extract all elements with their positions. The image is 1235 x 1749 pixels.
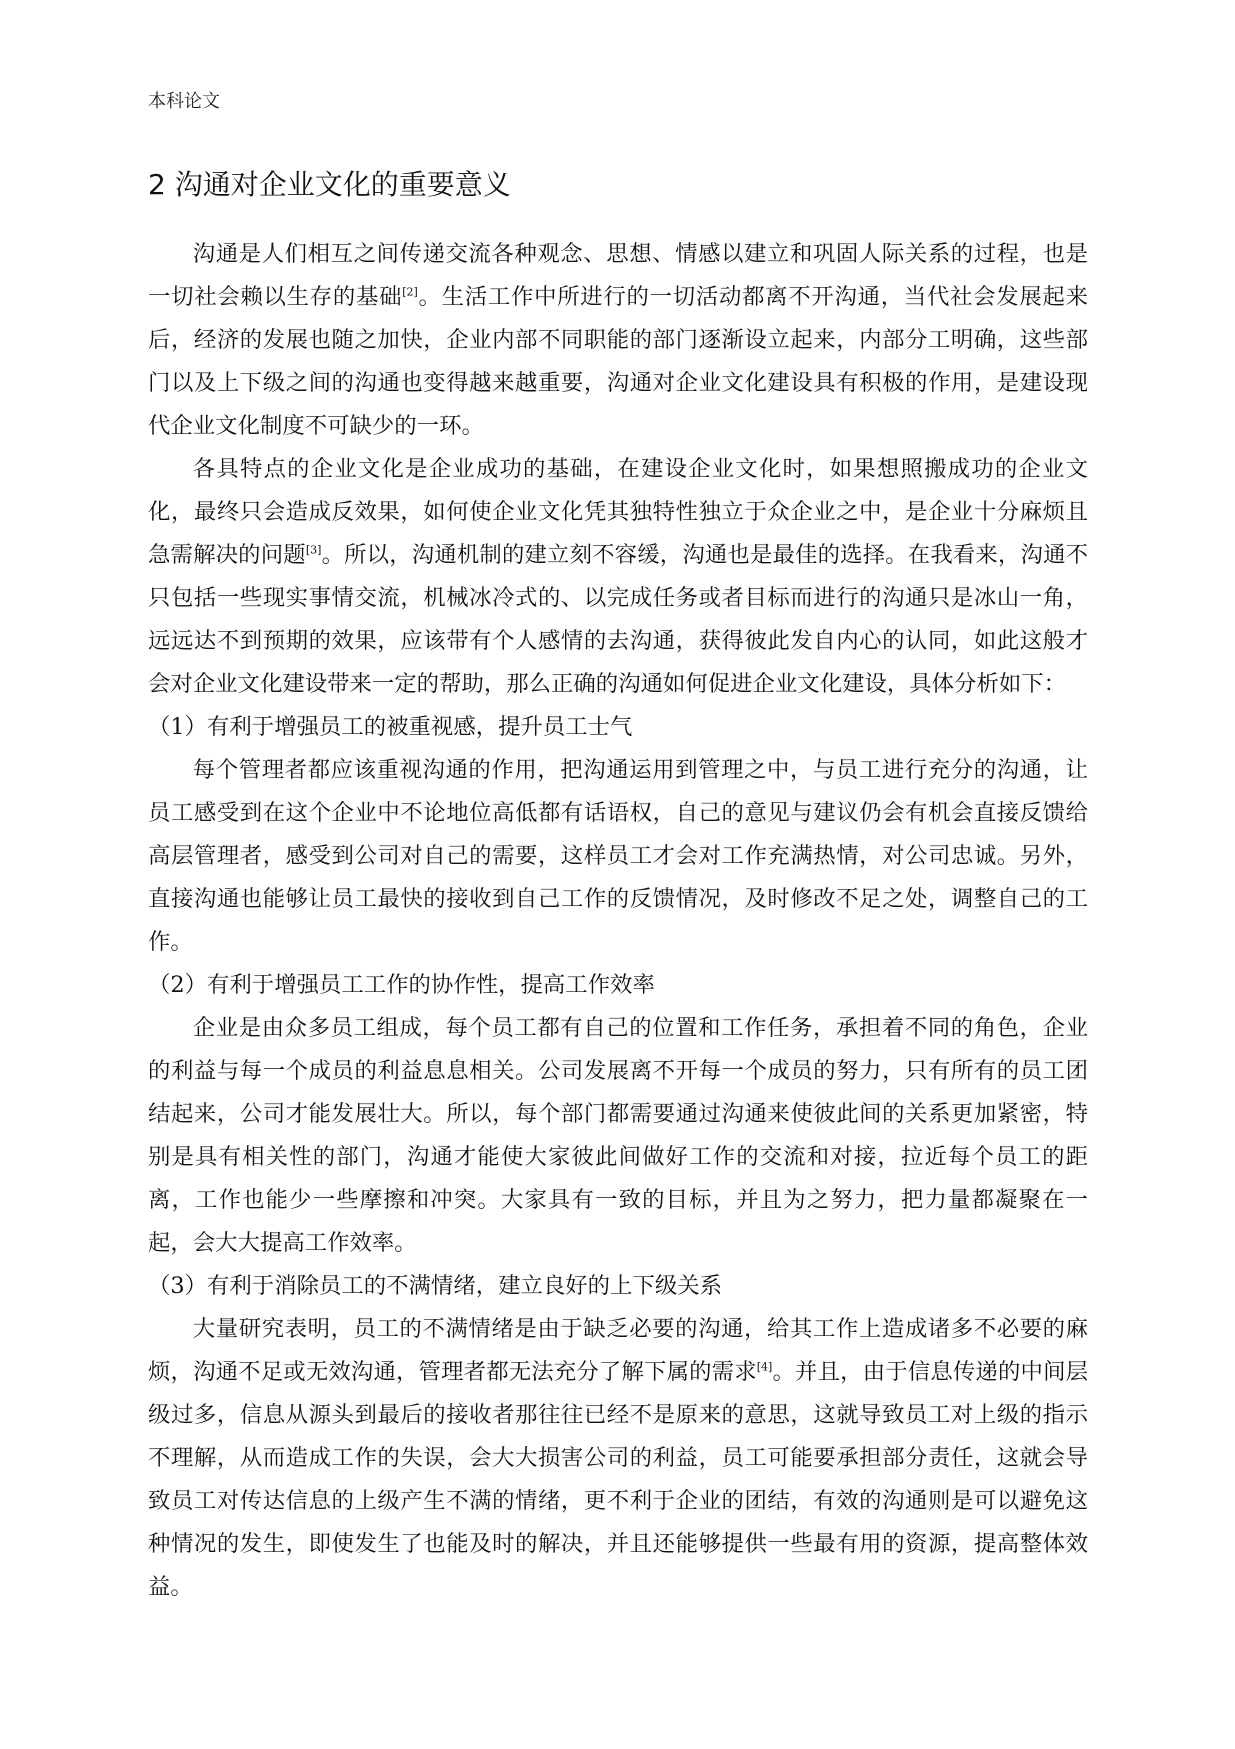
running-header: 本科论文 xyxy=(148,91,220,112)
subsection-paragraph-2 xyxy=(148,1007,1088,1265)
citation-ref: [2] xyxy=(402,285,418,299)
paragraph-text: 大量研究表明，员工的不满情绪是由于缺乏必要的沟通，给其工作上造成诸多不必要的麻烦，沟通不足或无效沟通，管理者都无法充分了解下属的需求 xyxy=(148,1316,1088,1385)
paragraph-text: 。生活工作中所进行的一切活动都离不开沟通，当代社会发展起来后，经济的发展也随之加快，企业内部不同职能的部门逐渐设立起来，内部分工明确，这些部门以及上下级之间的沟通也变得越来越重要，沟通对企业文化建设具有积极的作用，是建设现代企业文化制度不可缺少的一环。 xyxy=(148,284,1089,439)
paragraph-culture xyxy=(148,448,1088,706)
paragraph-text: 每个管理者都应该重视沟通的作用，把沟通运用到管理之中，与员工进行充分的沟通，让员工感受到在这个企业中不论地位高低都有话语权，自己的意见与建议仍会有机会直接反馈给高层管理者，感受到公司对自己的需要，这样员工才会对工作充满热情，对公司忠诚。另外，直接沟通也能够让员工最快的接收到自己工作的反馈情况，及时修改不足之处，调整自己的工作。 xyxy=(148,757,1088,955)
subsection-heading-2: （2）有利于增强员工工作的协作性，提高工作效率 xyxy=(148,972,655,998)
subsection-paragraph-3 xyxy=(148,1308,1088,1609)
paragraph-text: 各具特点的企业文化是企业成功的基础，在建设企业文化时，如果想照搬成功的企业文化，最终只会造成反效果，如何使企业文化凭其独特性独立于众企业之中，是企业十分麻烦且急需解决的问题 xyxy=(148,456,1088,568)
paragraph-text: 。所以，沟通机制的建立刻不容缓，沟通也是最佳的选择。在我看来，沟通不只包括一些现实事情交流，机械冰冷式的、以完成任务或者目标而进行的沟通只是冰山一角，远远达不到预期的效果，应该带有个人感情的去沟通，获得彼此发自内心的认同，如此这般才会对企业文化建设带来一定的帮助，那么正确的沟通如何促进企业文化建设，具体分析如下： xyxy=(148,542,1089,697)
subsection-paragraph-1 xyxy=(148,749,1088,964)
citation-ref: [3] xyxy=(305,543,322,557)
citation-ref: [4] xyxy=(756,1360,773,1374)
paragraph-intro xyxy=(148,233,1088,448)
subsection-heading-1: （1）有利于增强员工的被重视感，提升员工士气 xyxy=(148,714,633,740)
paragraph-text: 沟通是人们相互之间传递交流各种观念、思想、情感以建立和巩固人际关系的过程，也是一切社会赖以生存的基础 xyxy=(148,241,1088,310)
section-title: 2 沟通对企业文化的重要意义 xyxy=(148,168,511,201)
paragraph-text: 企业是由众多员工组成，每个员工都有自己的位置和工作任务，承担着不同的角色，企业的利益与每一个成员的利益息息相关。公司发展离不开每一个成员的努力，只有所有的员工团结起来，公司才能发展壮大。所以，每个部门都需要通过沟通来使彼此间的关系更加紧密，特别是具有相关性的部门，沟通才能使大家彼此间做好工作的交流和对接，拉近每个员工的距离，工作也能少一些摩擦和冲突。大家具有一致的目标，并且为之努力，把力量都凝聚在一起，会大大提高工作效率。 xyxy=(148,1015,1088,1256)
paragraph-text: 。并且，由于信息传递的中间层级过多，信息从源头到最后的接收者那往往已经不是原来的意思，这就导致员工对上级的指示不理解，从而造成工作的失误，会大大损害公司的利益，员工可能要承担部分责任，这就会导致员工对传达信息的上级产生不满的情绪，更不利于企业的团结，有效的沟通则是可以避免这种情况的发生，即使发生了也能及时的解决，并且还能够提供一些最有用的资源，提高整体效益。 xyxy=(148,1359,1089,1600)
body-text xyxy=(148,233,1088,1609)
subsection-heading-3: （3）有利于消除员工的不满情绪，建立良好的上下级关系 xyxy=(148,1273,723,1299)
